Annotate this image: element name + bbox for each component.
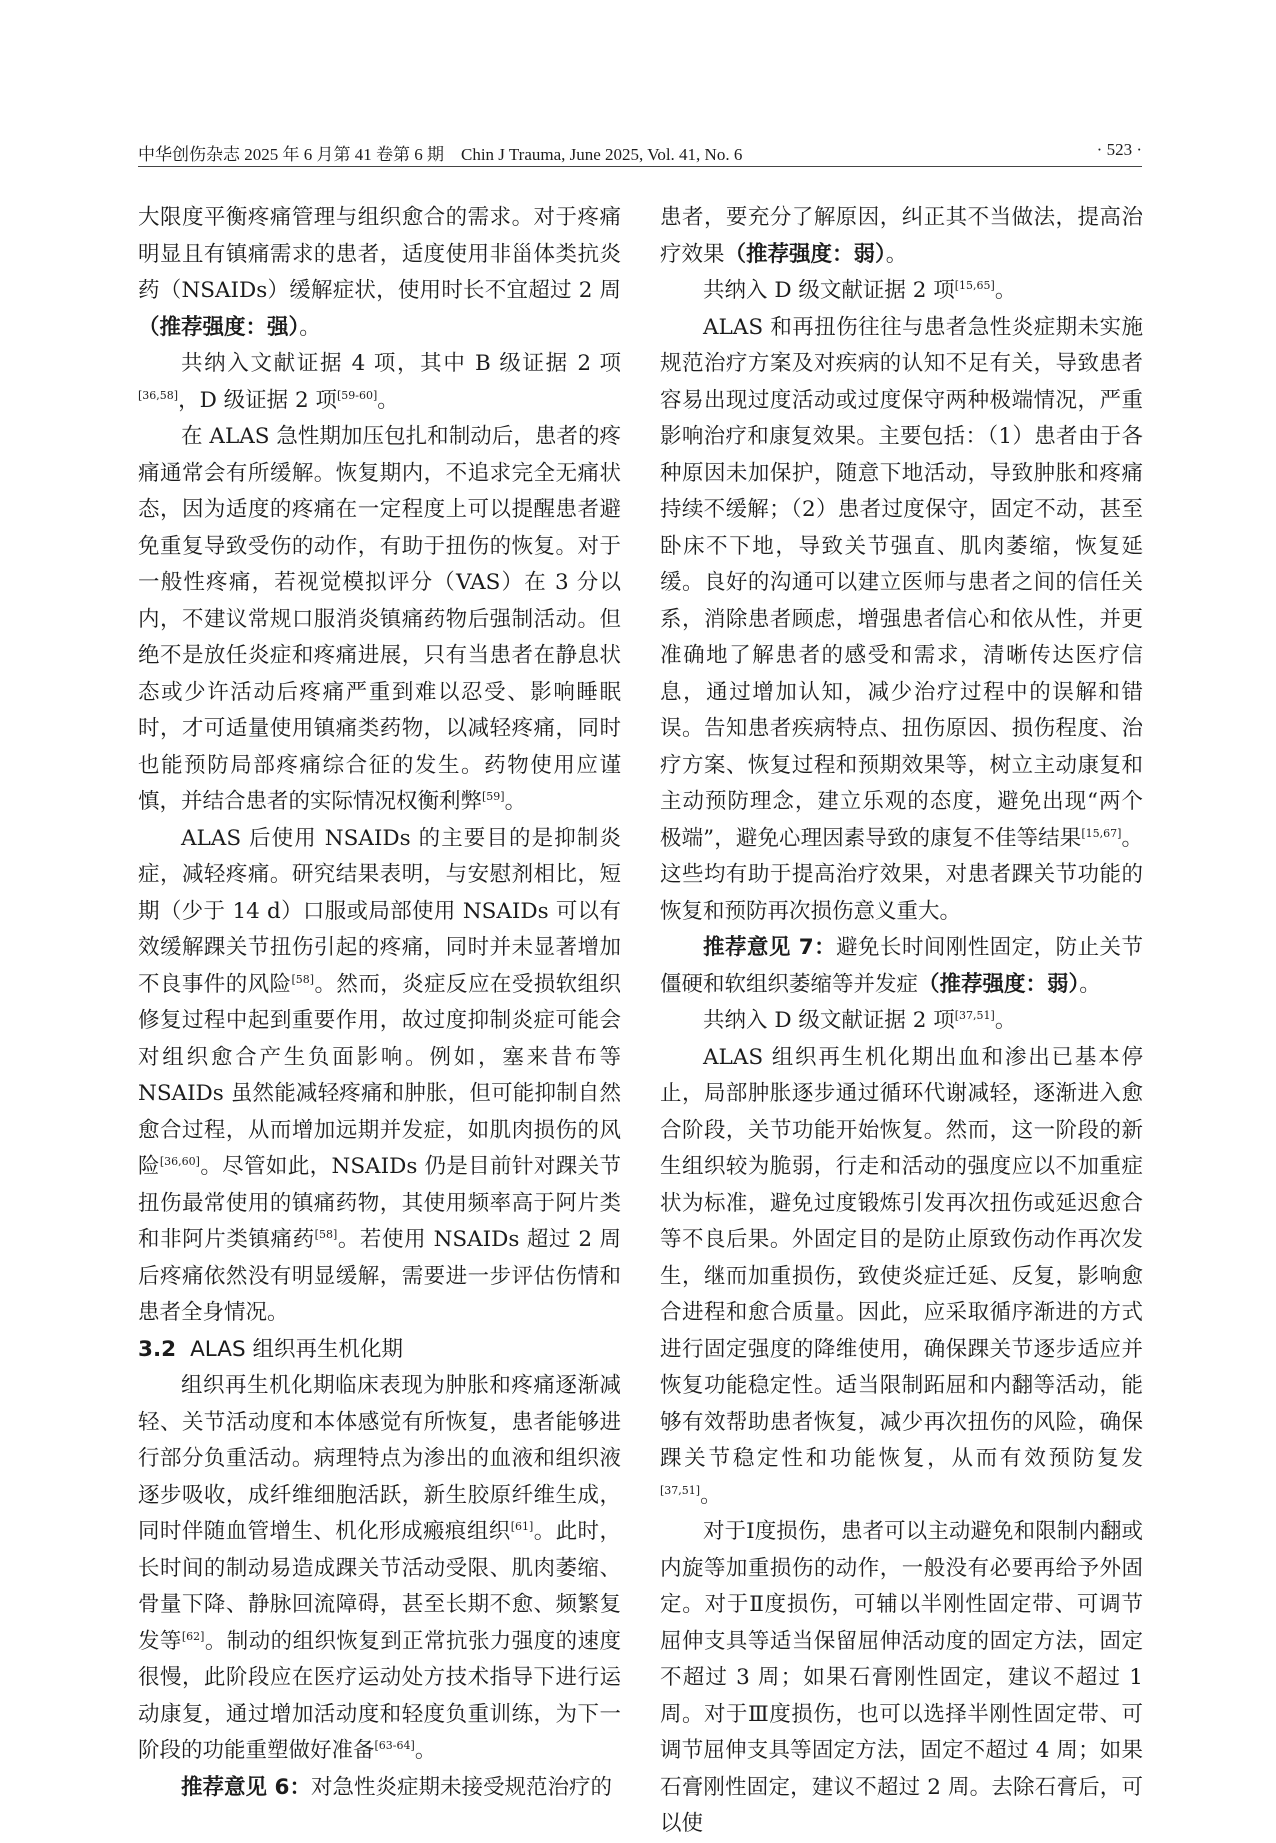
evidence-paragraph — [660, 1003, 1143, 1040]
text: 对急性炎症期未接受规范治疗的 — [310, 1774, 612, 1800]
section-heading — [138, 1332, 621, 1369]
text: 组织再生机化期临床表现为肿胀和疼痛逐渐减轻、关节活动度和本体感觉有所恢复，患者能够进行部分负重活动。病理特点为渗出的血液和组织液逐步吸收，成纤维细胞活跃，新生胶原纤维生成，同时伴随血管增生、机化形成瘢痕组织 — [138, 1373, 621, 1544]
recommendation-6-continued — [660, 200, 1143, 273]
page-number: · 523 · — [1096, 140, 1142, 159]
text: 避免长时间刚性固定，防止关节僵硬和软组织萎缩等并发症 — [660, 935, 1143, 997]
text: 对于Ⅰ度损伤，患者可以主动避免和限制内翻或内旋等加重损伤的动作，一般没有必要再给予外固定。对于Ⅱ度损伤，可辅以半刚性固定带、可调节屈伸支具等适当保留屈伸活动度的固定方法，固定不超过 3 周；如果石膏刚性固定，建议不超过 1 周。对于Ⅲ度损伤，也可以选择半刚性固定带、可调节屈伸支具等固定方法，固定不超过 4 周；如果石膏刚性固定，建议不超过 2 周。去除石膏后，可以使 — [660, 1519, 1143, 1836]
text: ALAS 和再扭伤往往与患者急性炎症期未实施规范治疗方案及对疾病的认知不足有关，导致患者容易出现过度活动或过度保守两种极端情况，严重影响治疗和康复效果。主要包括：（1）患者由于各种原因未加保护，随意下地活动，导致肿胀和疼痛持续不缓解；（2）患者过度保守，固定不动，甚至卧床不下地，导致关节强直、肌肉萎缩，恢复延缓。良好的沟通可以建立医师与患者之间的信任关系，消除患者顾虑，增强患者信心和依从性，并更准确地了解患者的感受和需求，清晰传达医疗信息，通过增加认知，减少治疗过程中的误解和错误。告知患者疾病特点、扭伤原因、损伤程度、治疗方案、恢复过程和预期效果等，树立主动康复和主动预防理念，建立乐观的态度，避免出现“两个极端”，避免心理因素导致的康复不佳等结果 — [660, 314, 1143, 851]
recommendation-6 — [138, 1770, 621, 1807]
text: ，D 级证据 2 项 — [178, 387, 337, 413]
text: 。这些均有助于提高治疗效果，对患者踝关节功能的恢复和预防再次损伤意义重大。 — [660, 825, 1143, 924]
text: ALAS 后使用 NSAIDs 的主要目的是抑制炎症，减轻疼痛。研究结果表明，与安慰剂相比，短期（少于 14 d）口服或局部使用 NSAIDs 可以有效缓解踝关节扭伤引起的疼痛，同时并未显著增加不良事件的风险 — [138, 825, 621, 997]
citation: [15,65] — [954, 279, 995, 292]
paragraph — [138, 200, 621, 346]
recommendation-strength: （推荐强度：弱） — [918, 971, 1080, 997]
citation: [63-64] — [374, 1739, 415, 1752]
text: 。若使用 NSAIDs 超过 2 周后疼痛依然没有明显缓解，需要进一步评估伤情和患者全身情况。 — [138, 1227, 621, 1325]
recommendation-strength: （推荐强度：强） — [138, 314, 300, 340]
citation: [37,51] — [660, 1483, 701, 1497]
text: 。然而，炎症反应在受损软组织修复过程中起到重要作用，故过度抑制炎症可能会对组织愈合产生负面影响。例如，塞来昔布等 NSAIDs 虽然能减轻疼痛和肿胀，但可能抑制自然愈合过程，从而增加远期并发症，如肌肉损伤的风险 — [138, 971, 621, 1179]
text: 。 — [504, 789, 527, 814]
text: 大限度平衡疼痛管理与组织愈合的需求。对于疼痛明显且有镇痛需求的患者，适度使用非甾体类抗炎药（NSAIDs）缓解症状，使用时长不宜超过 2 周 — [138, 205, 621, 303]
section-number: 3.2 — [138, 1336, 177, 1362]
paragraph — [138, 821, 621, 1332]
running-header — [138, 140, 1142, 167]
citation: [58] — [291, 972, 315, 986]
text: ALAS 组织再生机化期出血和渗出已基本停止，局部肿胀逐步通过循环代谢减轻，逐渐进入愈合阶段，关节功能开始恢复。然而，这一阶段的新生组织较为脆弱，行走和活动的强度应以不加重症状为标准，避免过度锻炼引发再次扭伤或延迟愈合等不良后果。外固定目的是防止原致伤动作再次发生，继而加重损伤，致使炎症迁延、反复，影响愈合进程和愈合质量。因此，应采取循序渐进的方式进行固定强度的降维使用，确保踝关节逐步适应并恢复功能稳定性。适当限制跖屈和内翻等活动，能够有效帮助患者恢复，减少再次扭伤的风险，确保踝关节稳定性和功能恢复，从而有效预防复发 — [660, 1044, 1143, 1471]
paragraph — [660, 1040, 1143, 1515]
text: 。 — [299, 314, 321, 340]
text: 。 — [414, 1738, 437, 1763]
citation: [58] — [314, 1228, 338, 1241]
recommendation-7 — [660, 930, 1143, 1003]
journal-citation: 中华创伤杂志 2025 年 6 月第 41 卷第 6 期 Chin J Trauma, June 2025, Vol. 41, No. 6 — [138, 145, 743, 164]
text: 共纳入文献证据 4 项，其中 B 级证据 2 项 — [181, 351, 621, 376]
paragraph — [138, 1368, 621, 1770]
recommendation-label: 推荐意见 7： — [703, 935, 837, 960]
text: 。此时，长时间的制动易造成踝关节活动受限、肌肉萎缩、骨量下降、静脉回流障碍，甚至长期不愈、频繁复发等 — [138, 1519, 621, 1654]
evidence-paragraph — [660, 273, 1143, 310]
recommendation-label: 推荐意见 6： — [181, 1774, 311, 1800]
text: 共纳入 D 级文献证据 2 项 — [703, 278, 955, 303]
text: 共纳入 D 级文献证据 2 项 — [703, 1008, 955, 1033]
left-column — [138, 200, 621, 1806]
right-column — [660, 200, 1143, 1843]
citation: [36,60] — [159, 1155, 200, 1168]
text: 。制动的组织恢复到正常抗张力强度的速度很慢，此阶段应在医疗运动处方技术指导下进行运动康复，通过增加活动度和轻度负重训练，为下一阶段的功能重塑做好准备 — [138, 1628, 621, 1763]
text: 。 — [885, 241, 908, 267]
text: 患者，要充分了解原因，纠正其不当做法，提高治疗效果 — [660, 205, 1143, 267]
text: 。尽管如此，NSAIDs 仍是目前针对踝关节扭伤最常使用的镇痛药物，其使用频率高于阿片类和非阿片类镇痛药 — [138, 1154, 621, 1252]
text: 。 — [377, 387, 399, 413]
paragraph — [660, 1514, 1143, 1843]
text: 。 — [994, 278, 1017, 303]
text: 在 ALAS 急性期加压包扎和制动后，患者的疼痛通常会有所缓解。恢复期内，不追求完全无痛状态，因为适度的疼痛在一定程度上可以提醒患者避免重复导致受伤的动作，有助于扭伤的恢复。对于一般性疼痛，若视觉模拟评分（VAS）在 3 分以内，不建议常规口服消炎镇痛药物后强制活动。但绝不是放任炎症和疼痛进展，只有当患者在静息状态或少许活动后疼痛严重到难以忍受、影响睡眠时，才可适量使用镇痛类药物，以减轻疼痛，同时也能预防局部疼痛综合征的发生。药物使用应谨慎，并结合患者的实际情况权衡利弊 — [138, 424, 621, 814]
citation: [37,51] — [954, 1009, 995, 1022]
citation: [15,67] — [1081, 826, 1122, 840]
text: 。 — [700, 1482, 722, 1508]
citation: [61] — [510, 1520, 534, 1533]
citation: [62] — [181, 1629, 205, 1643]
evidence-paragraph — [138, 346, 621, 419]
citation: [59] — [482, 790, 505, 803]
recommendation-strength: （推荐强度：弱） — [724, 241, 886, 267]
text: 。 — [1079, 971, 1101, 997]
section-title: ALAS 组织再生机化期 — [190, 1336, 403, 1362]
citation: [59-60] — [337, 388, 378, 402]
text: 。 — [994, 1008, 1017, 1033]
paragraph — [138, 419, 621, 821]
citation: [36,58] — [138, 388, 179, 402]
paragraph — [660, 310, 1143, 931]
